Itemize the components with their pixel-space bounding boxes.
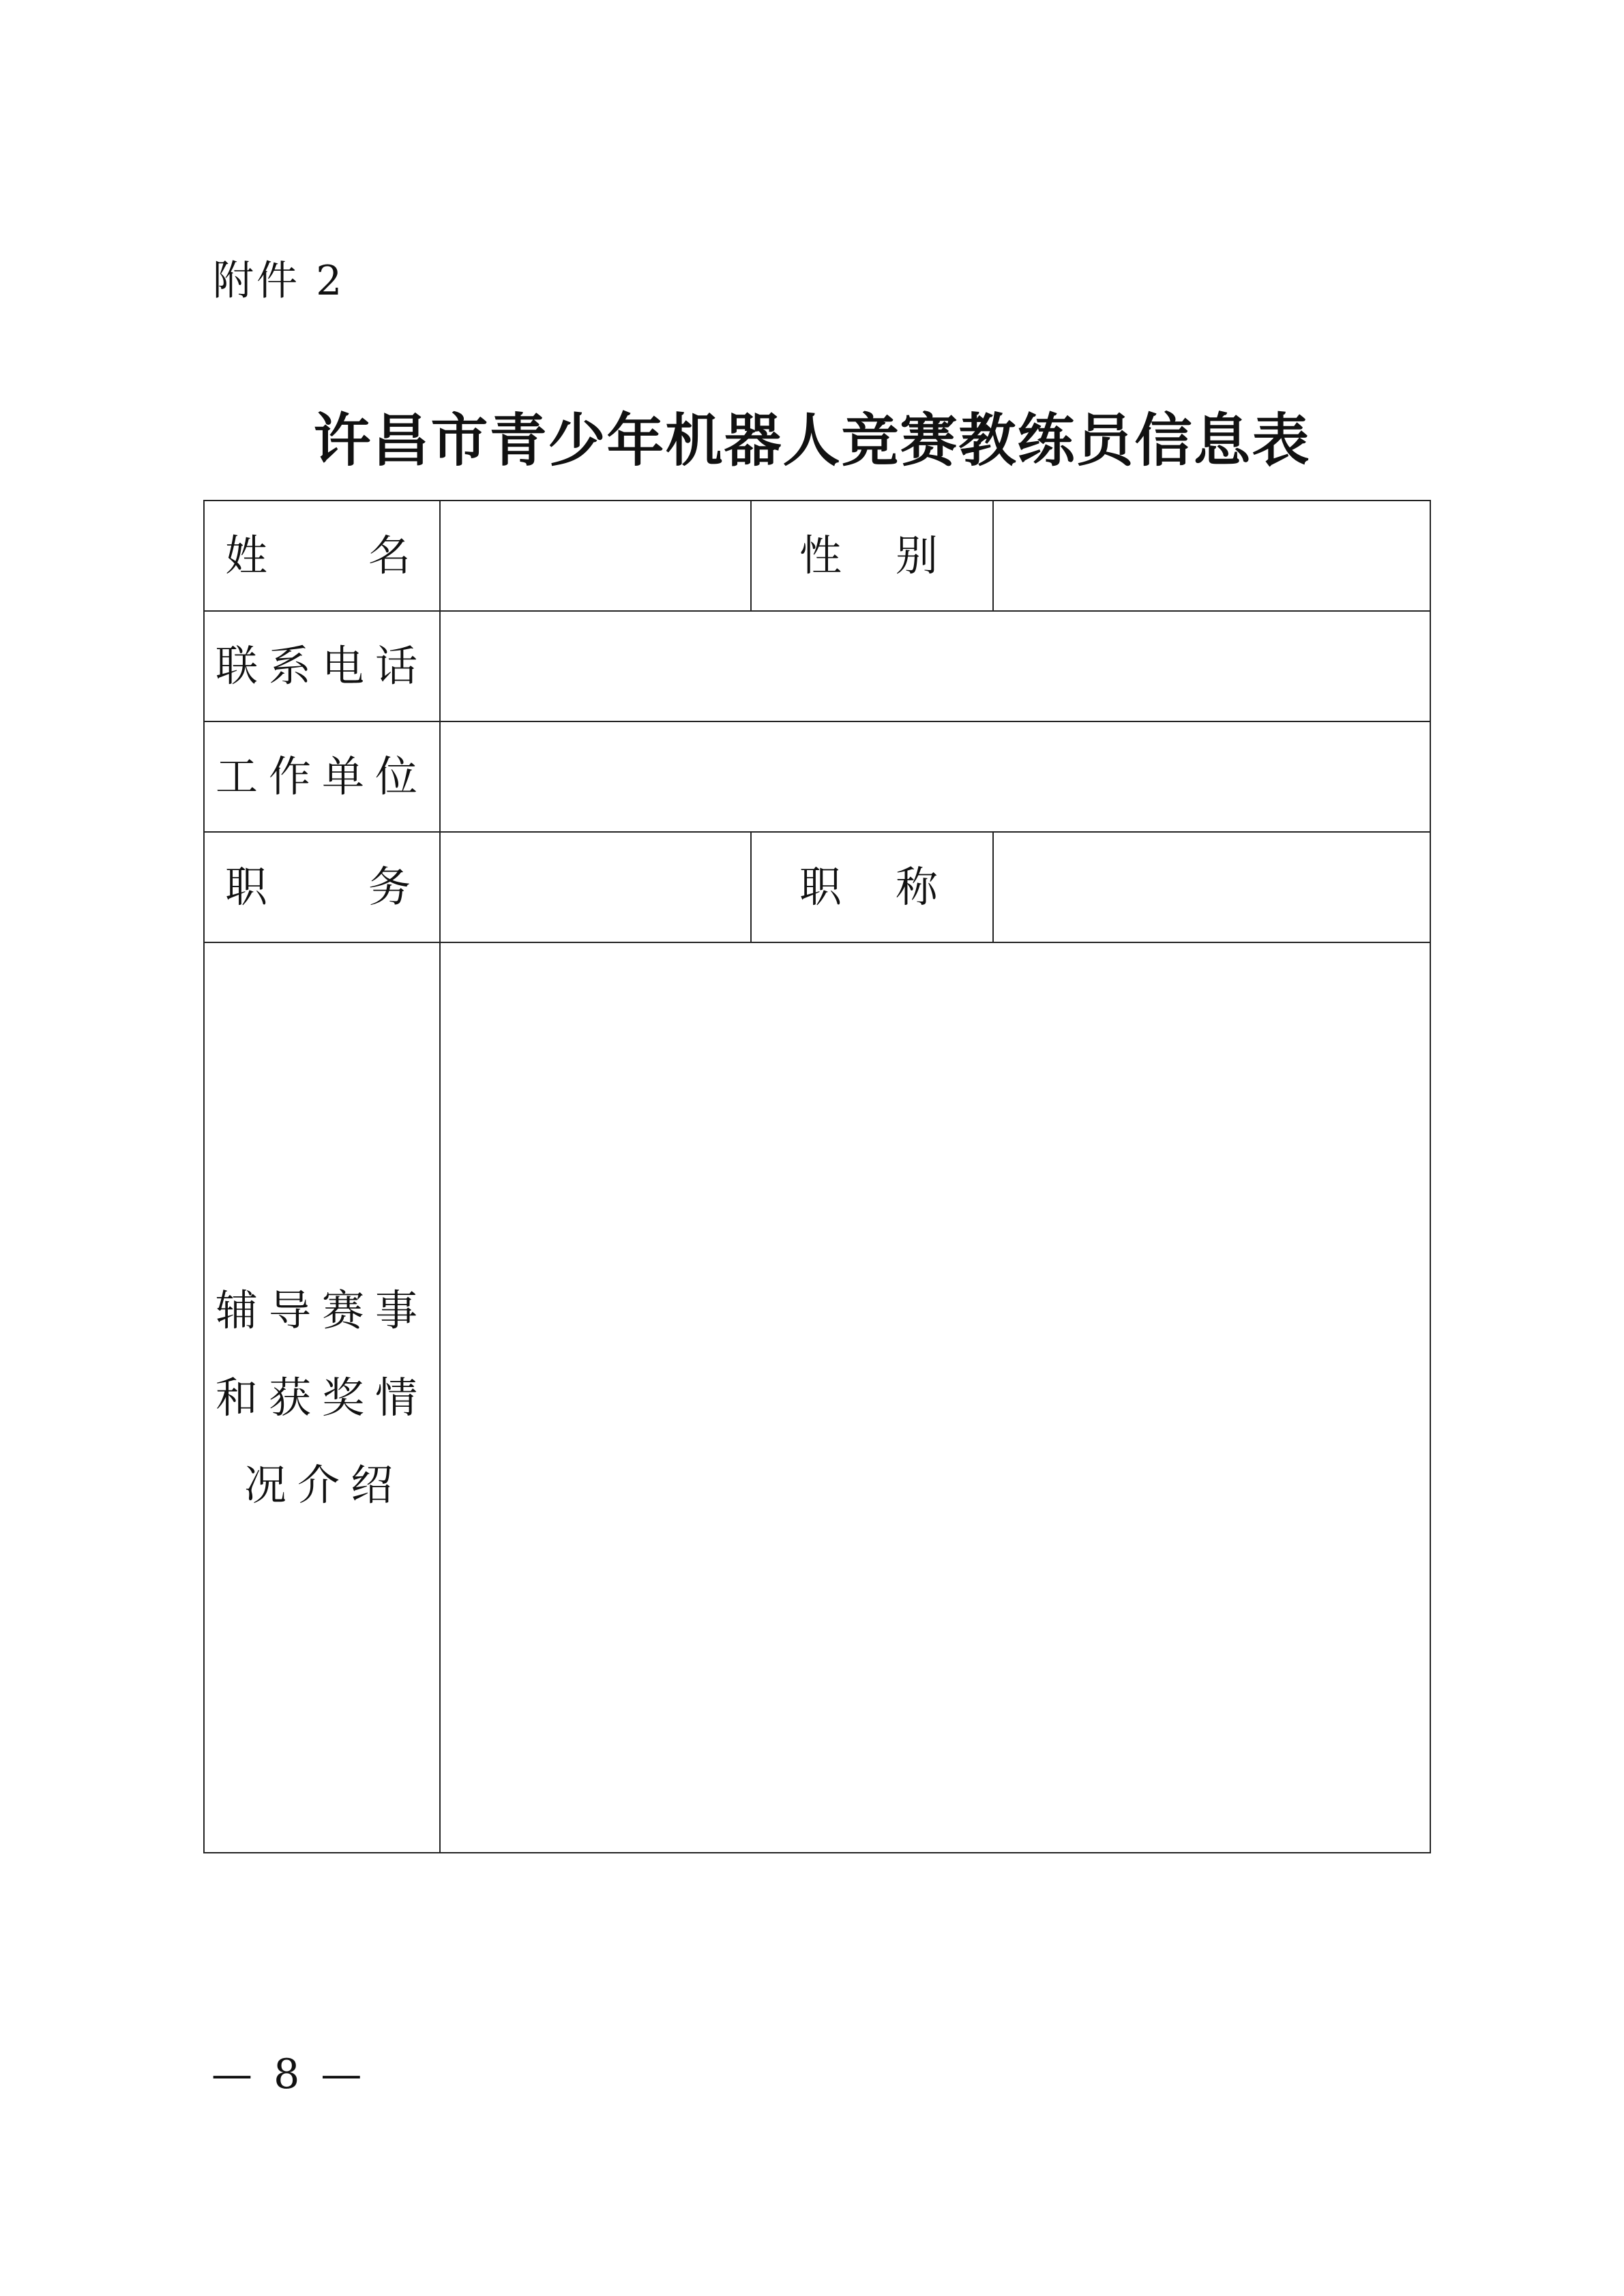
position-label-char: 职 xyxy=(225,862,268,912)
phone-field[interactable] xyxy=(440,611,1430,721)
gender-field[interactable] xyxy=(993,501,1430,611)
employer-field[interactable] xyxy=(440,721,1430,832)
table-row xyxy=(204,501,1430,611)
table-row xyxy=(204,721,1430,832)
name-label-cell xyxy=(204,501,440,611)
professional-title-field[interactable] xyxy=(993,832,1430,942)
employer-label: 工作单位 xyxy=(204,721,440,832)
name-label-char: 姓 xyxy=(225,531,268,580)
attachment-label: 附件 2 xyxy=(213,257,345,305)
professional-title-label-char: 职 xyxy=(799,862,842,912)
phone-label: 联系电话 xyxy=(204,611,440,721)
achievements-label-cell xyxy=(204,942,440,1853)
professional-title-label-cell xyxy=(751,832,993,942)
position-field[interactable] xyxy=(440,832,751,942)
table-row xyxy=(204,942,1430,1853)
name-label-char: 名 xyxy=(368,531,411,580)
coach-info-table xyxy=(203,500,1431,1853)
achievements-label-line: 和获奖情 xyxy=(215,1372,428,1422)
gender-label-char: 别 xyxy=(895,531,938,580)
form-title: 许昌市青少年机器人竞赛教练员信息表 xyxy=(313,407,1311,474)
position-label-char: 务 xyxy=(368,862,411,912)
gender-label-char: 性 xyxy=(799,531,842,580)
name-field[interactable] xyxy=(440,501,751,611)
table-row xyxy=(204,611,1430,721)
page-number: — 8 — xyxy=(211,2051,366,2098)
table-row xyxy=(204,832,1430,942)
achievements-label-line: 辅导赛事 xyxy=(215,1285,428,1335)
position-label-cell xyxy=(204,832,440,942)
professional-title-label-char: 称 xyxy=(895,862,938,912)
gender-label-cell xyxy=(751,501,993,611)
achievements-field[interactable] xyxy=(440,942,1430,1853)
achievements-label-line: 况介绍 xyxy=(243,1459,404,1510)
